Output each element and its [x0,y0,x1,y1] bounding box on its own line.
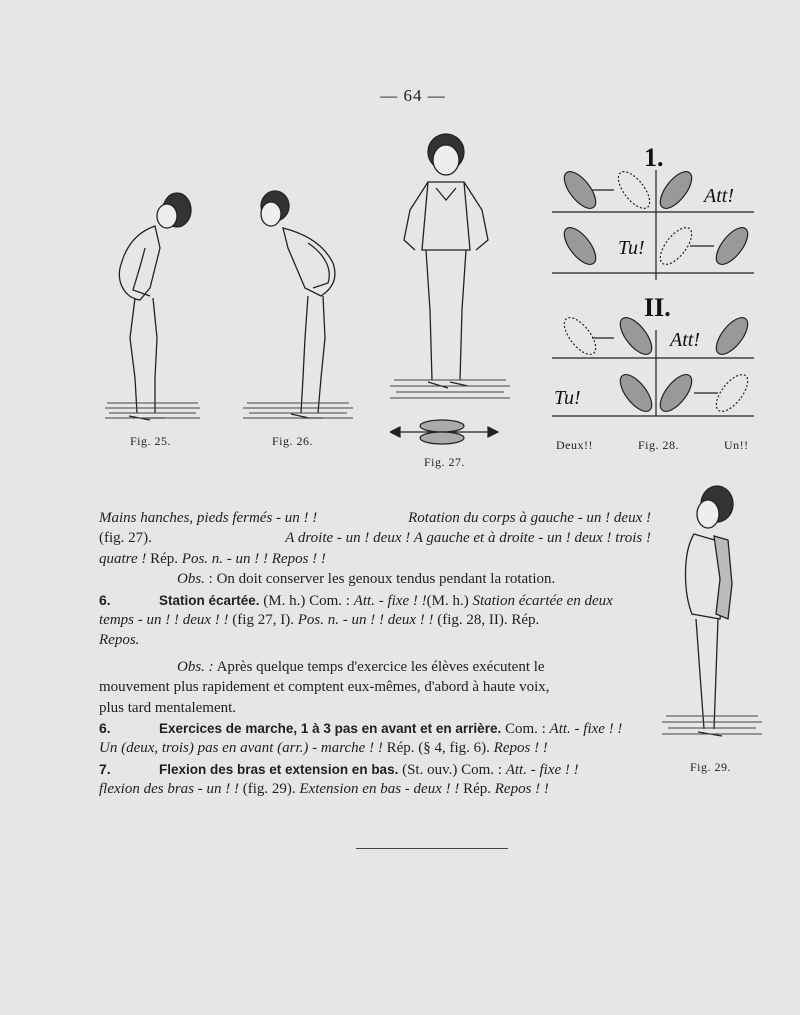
obs2-line-3: plus tard mentalement. [99,699,237,716]
section-7-number: 7. [99,760,111,777]
fig28-un-label: Un!! [724,438,749,452]
section-6b-pas: Un (deux, trois) pas en avant (arr.) - marche ! ! [99,740,383,757]
text-section-6b-line-1 [99,718,651,738]
fig26-caption: Fig. 26. [272,434,314,448]
section-6a-fig28: (fig. 28, II). Rép. [433,611,540,628]
fig28-deux-label: Deux!! [556,438,593,452]
fig28-caption: Fig. 28. [638,438,680,452]
text-obs-2-line-3 [99,698,651,718]
text-a-droite: A droite - un ! deux ! A gauche et à droite - un ! deux ! trois ! [285,530,651,547]
section-6a-repos: Repos. [99,632,140,649]
section-6a-number: 6. [99,591,111,608]
fig28-word-tu-1: Tu! [618,237,645,259]
section-6a-title: Station écartée. [159,592,260,608]
section-6a-att: Att. - fixe ! ! [353,592,427,609]
figure-25-illustration [105,188,200,428]
figure-29-illustration [662,484,762,754]
figure-28 [548,140,758,430]
text-quatre: quatre ! [99,550,147,567]
fig27-caption: Fig. 27. [424,455,466,469]
section-6b-title: Exercices de marche, 1 à 3 pas en avant et en arrière. [159,720,502,736]
fig28-word-tu-2: Tu! [554,387,581,409]
obs1-label: Obs. [177,571,205,588]
text-rotation: Rotation du corps à gauche - un ! deux ! [408,510,651,526]
obs2-line-2: mouvement plus rapidement et comptent eux-mêmes, d'abord à haute voix, [99,679,550,696]
section-6b-com: Com. : [501,720,550,737]
text-rep: Rép. [146,550,182,567]
section-6a-pos: Pos. n. - un ! ! deux ! ! [297,611,434,628]
fig28-word-att-1: Att! [704,185,734,207]
section-7-com: (St. ouv.) Com. : [398,761,506,778]
section-6a-temps: temps - un ! ! deux ! ! [99,611,229,628]
fig28-section-2: II. [644,293,671,322]
text-section-6b-line-2 [99,738,651,758]
section-6a-station: Station écartée en deux [472,592,613,609]
text-section-7-line-2 [99,779,651,799]
section-6b-number: 6. [99,719,111,736]
text-obs-2-line-1 [99,657,651,677]
body-text [99,508,651,799]
text-obs-2-line-2 [99,677,651,697]
text-fig27-ref: (fig. 27). [99,530,152,547]
section-divider [356,848,508,849]
section-6b-att: Att. - fixe ! ! [549,720,623,737]
fig25-caption: Fig. 25. [130,434,172,448]
figure-27 [390,130,510,450]
section-6a-fig27: (fig 27, I). [228,611,298,628]
figure-26 [243,188,353,428]
section-6a-com: (M. h.) Com. : [259,592,354,609]
text-mains-hanches: Mains hanches, pieds fermés - un ! ! [99,510,318,526]
section-6a-mh: (M. h.) [426,592,473,609]
figure-25 [105,188,200,428]
text-line-2 [99,528,651,548]
obs2-label: Obs. : [177,658,214,675]
figure-29 [662,484,762,754]
fig29-caption: Fig. 29. [690,760,732,774]
figure-26-illustration [243,188,353,428]
section-7-rep: Rép. [459,781,495,798]
fig28-word-att-2: Att! [670,329,700,351]
section-7-title: Flexion des bras et extension en bas. [159,761,399,777]
fig28-section-1: 1. [644,143,664,172]
text-line-3 [99,549,651,569]
text-section-7-line-1 [99,759,651,779]
figure-27-illustration [390,130,510,450]
text-line-1 [99,508,651,528]
page-number: — 64 — [380,86,446,105]
obs1-text: : On doit conserver les genoux tendus pendant la rotation. [204,571,556,588]
section-7-repos: Repos ! ! [494,781,549,798]
section-6b-repos: Repos ! ! [493,740,548,757]
text-section-6a-line-1 [99,590,651,610]
section-7-fig29: (fig. 29). [238,781,300,798]
text-obs-1 [99,569,651,589]
text-section-6a-line-2 [99,610,651,630]
obs2-line-1: Après quelque temps d'exercice les élèves exécutent le [213,658,545,675]
section-6b-rep: Rép. (§ 4, fig. 6). [382,740,494,757]
text-section-6a-line-3 [99,630,651,650]
section-7-extension: Extension en bas - deux ! ! [299,781,460,798]
figure-28-diagram [548,140,758,430]
text-pos-repos: Pos. n. - un ! ! Repos ! ! [181,550,326,567]
section-7-flexion: flexion des bras - un ! ! [99,781,239,798]
section-7-att: Att. - fixe ! ! [505,761,579,778]
